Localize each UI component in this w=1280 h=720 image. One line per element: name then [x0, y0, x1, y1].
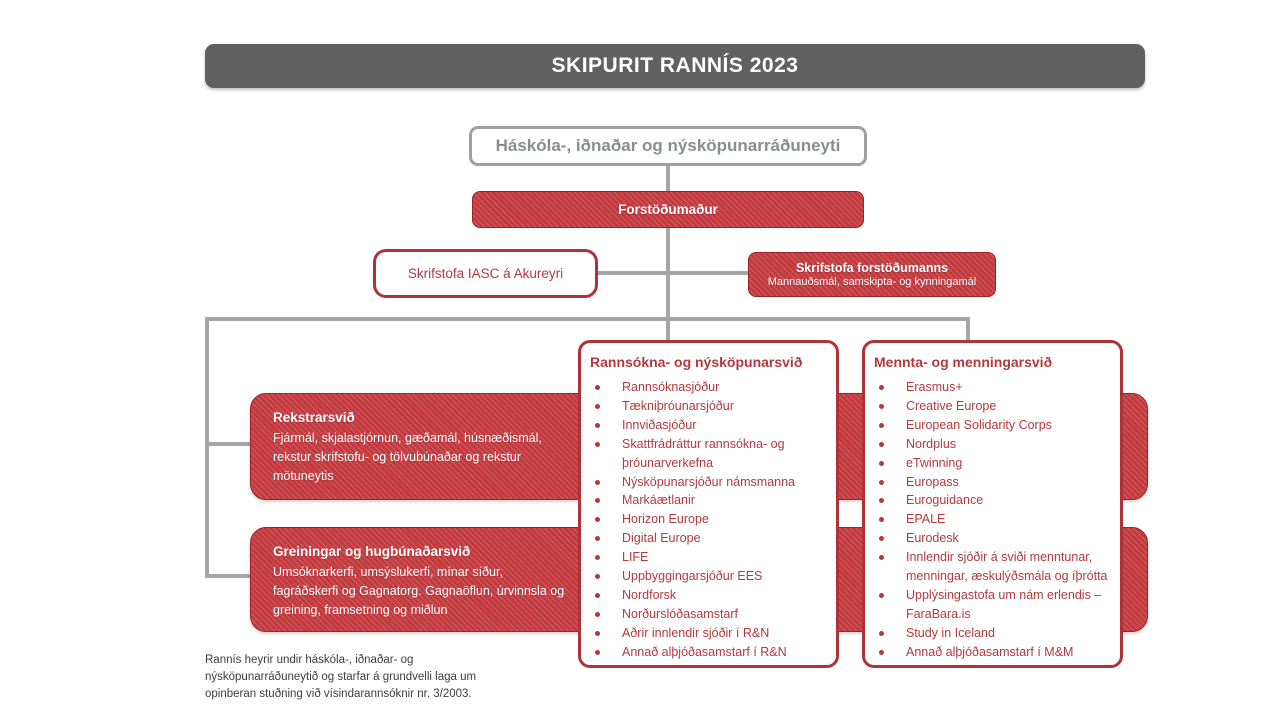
- chart-title-bar: [205, 44, 1145, 88]
- list-item: EPALE: [874, 510, 1114, 529]
- list-item: eTwinning: [874, 454, 1114, 473]
- connector-ministry-director: [666, 166, 670, 192]
- list-item: Innlendir sjóðir á sviði menntunar, menningar, æskulýðsmála og íþrótta: [874, 548, 1114, 586]
- list-item: European Solidarity Corps: [874, 416, 1114, 435]
- list-item: Aðrir innlendir sjóðir í R&N: [590, 624, 830, 643]
- connector-office-left: [597, 271, 667, 275]
- list-item: Tækniþróunarsjóður: [590, 397, 830, 416]
- list-item: Euroguidance: [874, 491, 1114, 510]
- list-item: Nordplus: [874, 435, 1114, 454]
- list-item: Nordforsk: [590, 586, 830, 605]
- list-item: Erasmus+: [874, 378, 1114, 397]
- office-director-box: [748, 252, 996, 297]
- list-item: Uppbyggingarsjóður EES: [590, 567, 830, 586]
- division-mennta-title: Mennta- og menningarsvið: [874, 354, 1053, 370]
- list-item: Upplýsingastofa um nám erlendis – FaraBara.is: [874, 586, 1114, 624]
- band-greiningar-title: Greiningar og hugbúnaðarsvið: [273, 544, 471, 559]
- list-item: Skattfrádráttur rannsókna- og þróunarverkefna: [590, 435, 830, 473]
- office-iasc-box: [373, 249, 598, 298]
- division-rannsokna-list: [590, 378, 830, 662]
- division-rannsokna-title: Rannsókna- og nýsköpunarsvið: [590, 354, 803, 370]
- band-rekstrarsvid-title: Rekstrarsvið: [273, 410, 355, 425]
- connector-stub-rekstrarsvid: [205, 442, 251, 446]
- office-iasc-label: Skrifstofa IASC á Akureyri: [407, 266, 564, 281]
- director-box: [472, 191, 864, 228]
- list-item: LIFE: [590, 548, 830, 567]
- ministry-box: [469, 126, 867, 166]
- list-item: Digital Europe: [590, 529, 830, 548]
- footnote-text: Rannís heyrir undir háskóla-, iðnaðar- og nýsköpunarráðuneytið og starfar á grundvelli laga um opinberan stuðning við vísindarannsóknir nr. 3/2003.: [205, 654, 477, 700]
- connector-stub-greiningar: [205, 574, 251, 578]
- list-item: Annað alþjóðasamstarf í M&M: [874, 643, 1114, 662]
- list-item: Norðurslóðasamstarf: [590, 605, 830, 624]
- list-item: Rannsóknasjóður: [590, 378, 830, 397]
- band-greiningar-description: Umsóknarkerfi, umsýslukerfi, mínar síður, fagráðskerfi og Gagnatorg. Gagnaöflun, úrvinnsla og greining, framsetning og miðlun: [273, 565, 565, 617]
- list-item: Study in Iceland: [874, 624, 1114, 643]
- list-item: Innviðasjóður: [590, 416, 830, 435]
- division-mennta-list: [874, 378, 1114, 662]
- office-director-title: Skrifstofa forstöðumanns: [795, 260, 949, 275]
- list-item: Europass: [874, 473, 1114, 492]
- connector-office-right: [669, 271, 749, 275]
- division-rannsokna-box: [578, 340, 839, 668]
- list-item: Creative Europe: [874, 397, 1114, 416]
- list-item: Markáætlanir: [590, 491, 830, 510]
- connector-left-vertical: [205, 317, 209, 578]
- list-item: Nýsköpunarsjóður námsmanna: [590, 473, 830, 492]
- director-label: Forstöðumaður: [618, 202, 718, 217]
- connector-bus-horizontal: [205, 317, 970, 321]
- connector-director-down: [666, 228, 670, 343]
- division-mennta-box: [862, 340, 1123, 668]
- list-item: Eurodesk: [874, 529, 1114, 548]
- chart-title: SKIPURIT RANNÍS 2023: [551, 54, 799, 77]
- list-item: Annað alþjóðasamstarf í R&N: [590, 643, 830, 662]
- ministry-label: Háskóla-, iðnaðar og nýsköpunarráðuneyti: [495, 136, 841, 155]
- list-item: Horizon Europe: [590, 510, 830, 529]
- band-rekstrarsvid-description: Fjármál, skjalastjórnun, gæðamál, húsnæðismál, rekstur skrifstofu- og tölvubúnaðar og rekstur mötuneytis: [273, 431, 542, 483]
- office-director-subtitle: Mannauðsmál, samskipta- og kynningamál: [767, 275, 977, 288]
